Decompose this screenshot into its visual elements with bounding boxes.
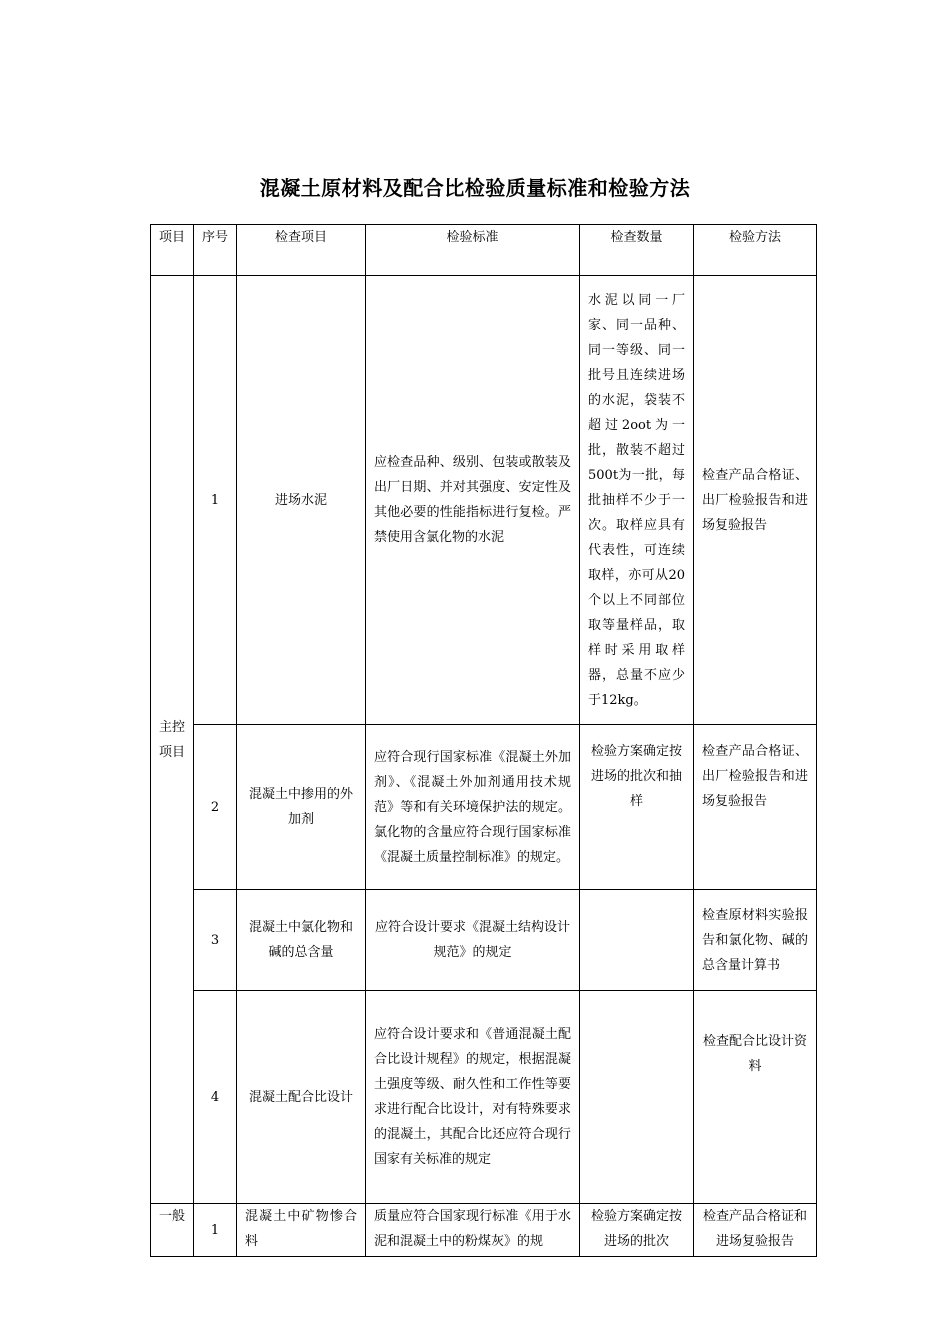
header-standard: 检验标准 — [366, 225, 580, 276]
row-quantity — [580, 991, 694, 1204]
row-number: 4 — [194, 991, 237, 1204]
group-general: 一般 — [151, 1204, 194, 1257]
header-quantity: 检查数量 — [580, 225, 694, 276]
row-quantity: 检验方案确定按进场的批次和抽样 — [580, 725, 694, 890]
table-row — [151, 1204, 817, 1257]
row-standard: 应符合设计要求和《普通混凝土配合比设计规程》的规定，根据混凝土强度等级、耐久性和工作性等要求进行配合比设计，对有特殊要求的混凝土，其配合比还应符合现行国家有关标准的规定 — [366, 991, 580, 1204]
group-main-control: 主控项目 — [151, 276, 194, 1204]
row-method: 检查产品合格证、出厂检验报告和进场复验报告 — [694, 725, 817, 890]
table-row — [151, 890, 817, 991]
row-quantity: 检验方案确定按进场的批次 — [580, 1204, 694, 1257]
row-check-item: 进场水泥 — [237, 276, 366, 725]
header-method: 检验方法 — [694, 225, 817, 276]
table-header-row — [151, 225, 817, 276]
table-row — [151, 276, 817, 725]
document-title: 混凝土原材料及配合比检验质量标准和检验方法 — [259, 176, 691, 200]
row-quantity — [580, 890, 694, 991]
row-method: 检查产品合格证和进场复验报告 — [694, 1204, 817, 1257]
row-quantity: 水泥以同一厂家、同一品种、同一等级、同一批号且连续进场的水泥，袋装不超过2oot为一批，散装不超过500t为一批，每批抽样不少于一次。取样应具有代表性，可连续取样，亦可从20个以上不同部位取等量样品，取样时采用取样器，总量不应少于12kg。 — [580, 276, 694, 725]
row-number: 1 — [194, 276, 237, 725]
row-method: 检查配合比设计资料 — [694, 991, 817, 1204]
row-check-item: 混凝土中氯化物和碱的总含量 — [237, 890, 366, 991]
inspection-table — [150, 224, 817, 1257]
row-standard: 质量应符合国家现行标准《用于水泥和混凝土中的粉煤灰》的规 — [366, 1204, 580, 1257]
header-check-item: 检查项目 — [237, 225, 366, 276]
row-standard: 应符合设计要求《混凝土结构设计规范》的规定 — [366, 890, 580, 991]
header-category: 项目 — [151, 225, 194, 276]
header-number: 序号 — [194, 225, 237, 276]
row-check-item: 混凝土中掺用的外加剂 — [237, 725, 366, 890]
row-check-item: 混凝土中矿物惨合料 — [237, 1204, 366, 1257]
row-standard: 应符合现行国家标准《混凝土外加剂》、《混凝土外加剂通用技术规范》等和有关环境保护法的规定。氯化物的含量应符合现行国家标准《混凝土质量控制标准》的规定。 — [366, 725, 580, 890]
row-number: 3 — [194, 890, 237, 991]
table-row — [151, 991, 817, 1204]
row-method: 检查产品合格证、出厂检验报告和进场复验报告 — [694, 276, 817, 725]
table-row — [151, 725, 817, 890]
row-method: 检查原材料实验报告和氯化物、碱的总含量计算书 — [694, 890, 817, 991]
row-number: 2 — [194, 725, 237, 890]
row-number: 1 — [194, 1204, 237, 1257]
row-standard: 应检查品种、级别、包装或散装及出厂日期、并对其强度、安定性及其他必要的性能指标进行复检。严禁使用含氯化物的水泥 — [366, 276, 580, 725]
row-check-item: 混凝土配合比设计 — [237, 991, 366, 1204]
